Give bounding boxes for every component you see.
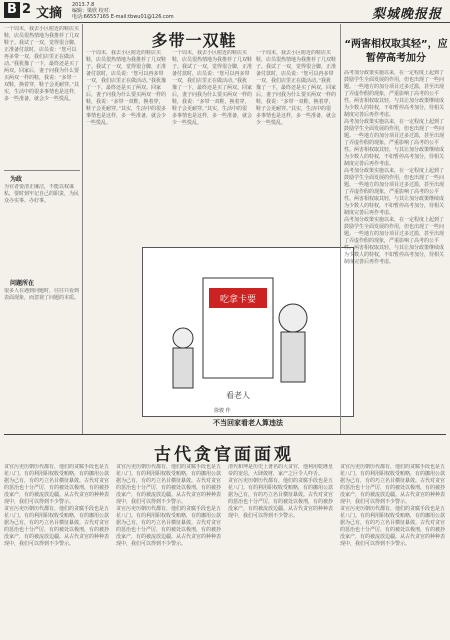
bottom-col-d: [340, 464, 446, 634]
article-body: 贪官污吏历朝历代都有，他们的贪腐手段也是五花八门。有的利用职权收受贿赂，有的挪用公款据为己有，有的巧立名目横征暴敛。古代对贪官的惩治也十分严厉，有的被处以极刑，有的被抄没家产，有的被流放边疆。从古代贪官的种种表现中，我们可以得到不少警示。: [228, 478, 334, 519]
center-col-c: [256, 50, 336, 242]
left-column-top: [4, 26, 80, 166]
article-body: 一个周末，我去小区附近的鞋店买鞋，店员很热情地为我推荐了几双鞋子。我试了一双，觉得很合脚，正准备付款时，店员说：“您可以再多带一双，我们店里正在做活动。”我犹豫了一下，最终还是买了两双。回家后，妻子问我为什么要买两双一样的鞋，我说：“多带一双鞋，换着穿，鞋子会更耐穿。”其实，生活中的很多事情也是这样，多一些准备，就会少一些慌乱。: [4, 26, 80, 102]
divider: [82, 24, 83, 434]
bottom-col-b: [116, 464, 224, 634]
divider: [4, 170, 80, 171]
article-title: 问题所在: [10, 280, 35, 287]
right-column: [344, 70, 448, 430]
article-title: “两害相权取其轻”，应暂停高考加分: [344, 39, 448, 64]
article-body: 贪官污吏历朝历代都有，他们的贪腐手段也是五花八门。有的利用职权收受贿赂，有的挪用公款据为己有，有的巧立名目横征暴敛。古代对贪官的惩治也十分严厉，有的被处以极刑，有的被抄没家产，有的被流放边疆。从古代贪官的种种表现中，我们可以得到不少警示。: [116, 464, 222, 505]
header-contact: 电话:66557165 E-mail:tbwu01@126.com: [72, 14, 174, 20]
article-body: 一个周末，我去小区附近的鞋店买鞋，店员很热情地为我推荐了几双鞋子。我试了一双，觉得很合脚，正准备付款时，店员说：“您可以再多带一双，我们店里正在做活动。”我犹豫了一下，最终还是买了两双。回家后，妻子问我为什么要买两双一样的鞋，我说：“多带一双鞋，换着穿，鞋子会更耐穿。”其实，生活中的很多事情也是这样，多一些准备，就会少一些慌乱。: [86, 50, 167, 126]
article-body: 高考加分政策实施以来，在一定程度上起到了鼓励学生全面发展的作用，但也出现了一些问题。一些地方的加分项目过多过滥，甚至出现了弄虚作假的现象，严重影响了高考的公平性。两害相权取其轻，与其让加分政策继续成为少数人的特权，不如暂停高考加分，待相关制度完善后再作考虑。: [344, 70, 445, 118]
article-body: 贪官污吏历朝历代都有，他们的贪腐手段也是五花八门。有的利用职权收受贿赂，有的挪用公款据为己有，有的巧立名目横征暴敛。古代对贪官的惩治也十分严厉，有的被处以极刑，有的被抄没家产，有的被流放边疆。从古代贪官的种种表现中，我们可以得到不少警示。: [4, 506, 110, 547]
section-letter: B: [4, 2, 20, 18]
article-body: 一个周末，我去小区附近的鞋店买鞋，店员很热情地为我推荐了几双鞋子。我试了一双，觉得很合脚，正准备付款时，店员说：“您可以再多带一双，我们店里正在做活动。”我犹豫了一下，最终还是买了两双。回家后，妻子问我为什么要买两双一样的鞋，我说：“多带一双鞋，换着穿，鞋子会更耐穿。”其实，生活中的很多事情也是这样，多一些准备，就会少一些慌乱。: [172, 50, 252, 126]
section-name: 文摘: [36, 6, 63, 21]
sign-label: 吃拿卡要: [219, 295, 257, 305]
article-body: 高考加分政策实施以来，在一定程度上起到了鼓励学生全面发展的作用，但也出现了一些问题。一些地方的加分项目过多过滥，甚至出现了弄虚作假的现象，严重影响了高考的公平性。两害相权取其轻，与其让加分政策继续成为少数人的特权，不如暂停高考加分，待相关制度完善后再作考虑。: [344, 168, 445, 216]
article-body: 清代和珅是历史上著名的大贪官，他利用乾隆皇帝的宠信，大肆敛财，家产之巨令人咋舌。: [228, 464, 334, 477]
article-body: 很多人在遇到问题时，往往只看到表面现象，而忽视了问题的本质。: [4, 288, 80, 301]
header-date: 2013.7.8: [72, 2, 95, 8]
paper-name: 梨城晚报报: [371, 7, 442, 22]
center-col-b: [172, 50, 252, 242]
article-body: 为官者要清正廉洁，不能以权谋私，要时刻牢记自己的职责，为民众办实事、办好事。: [4, 184, 80, 204]
article-body: 贪官污吏历朝历代都有，他们的贪腐手段也是五花八门。有的利用职权收受贿赂，有的挪用公款据为己有，有的巧立名目横征暴敛。古代对贪官的惩治也十分严厉，有的被处以极刑，有的被抄没家产，有的被流放边疆。从古代贪官的种种表现中，我们可以得到不少警示。: [4, 464, 110, 505]
header-editor: 编辑：梁欣 校对：: [72, 8, 114, 14]
page-header: [0, 0, 450, 23]
bottom-col-a: [4, 464, 112, 634]
article-body: 贪官污吏历朝历代都有，他们的贪腐手段也是五花八门。有的利用职权收受贿赂，有的挪用公款据为己有，有的巧立名目横征暴敛。古代对贪官的惩治也十分严厉，有的被处以极刑，有的被抄没家产，有的被流放边疆。从古代贪官的种种表现中，我们可以得到不少警示。: [340, 506, 446, 547]
article-body: 高考加分政策实施以来，在一定程度上起到了鼓励学生全面发展的作用，但也出现了一些问题。一些地方的加分项目过多过滥，甚至出现了弄虚作假的现象，严重影响了高考的公平性。两害相权取其轻，与其让加分政策继续成为少数人的特权，不如暂停高考加分，待相关制度完善后再作考虑。: [344, 217, 445, 265]
cartoon-illustration: [142, 247, 354, 417]
section-number: 2: [22, 2, 32, 17]
article-title: 多带一双鞋: [151, 31, 237, 50]
center-col-a: [86, 50, 168, 242]
article-body: 贪官污吏历朝历代都有，他们的贪腐手段也是五花八门。有的利用职权收受贿赂，有的挪用公款据为己有，有的巧立名目横征暴敛。古代对贪官的惩治也十分严厉，有的被处以极刑，有的被抄没家产，有的被流放边疆。从古代贪官的种种表现中，我们可以得到不少警示。: [116, 506, 222, 547]
article-body: 一个周末，我去小区附近的鞋店买鞋，店员很热情地为我推荐了几双鞋子。我试了一双，觉得很合脚，正准备付款时，店员说：“您可以再多带一双，我们店里正在做活动。”我犹豫了一下，最终还是买了两双。回家后，妻子问我为什么要买两双一样的鞋，我说：“多带一双鞋，换着穿，鞋子会更耐穿。”其实，生活中的很多事情也是这样，多一些准备，就会少一些慌乱。: [256, 50, 336, 126]
left-column-mid: [4, 184, 80, 274]
left-column-low: [4, 288, 80, 418]
bottom-col-c: [228, 464, 336, 634]
article-title: 为政: [10, 176, 23, 183]
illustration-author: 徐骏 作: [214, 408, 231, 414]
header-meta: [72, 2, 174, 20]
sign-label: 看老人: [226, 391, 250, 400]
divider: [340, 24, 341, 434]
article-body: 高考加分政策实施以来，在一定程度上起到了鼓励学生全面发展的作用，但也出现了一些问题。一些地方的加分项目过多过滥，甚至出现了弄虚作假的现象，严重影响了高考的公平性。两害相权取其轻，与其让加分政策继续成为少数人的特权，不如暂停高考加分，待相关制度完善后再作考虑。: [344, 119, 445, 167]
divider: [4, 434, 446, 435]
article-title: 古代贪官面面观: [154, 445, 294, 465]
article-body: 贪官污吏历朝历代都有，他们的贪腐手段也是五花八门。有的利用职权收受贿赂，有的挪用公款据为己有，有的巧立名目横征暴敛。古代对贪官的惩治也十分严厉，有的被处以极刑，有的被抄没家产，有的被流放边疆。从古代贪官的种种表现中，我们可以得到不少警示。: [340, 464, 446, 505]
illustration-caption: 不当回家看老人算违法: [213, 419, 283, 427]
cartoon-drawing: [143, 248, 353, 416]
